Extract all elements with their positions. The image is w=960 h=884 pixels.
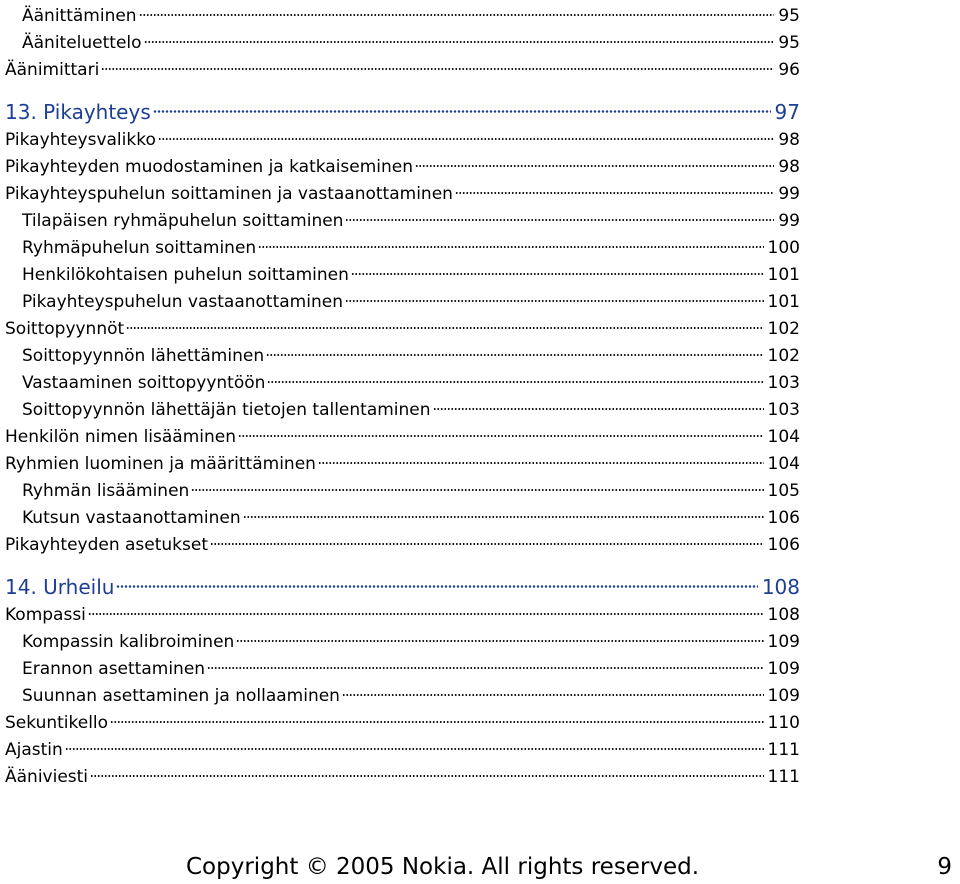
dot-leader	[116, 585, 757, 588]
toc-entry[interactable]	[5, 127, 800, 154]
toc-entry[interactable]	[5, 289, 800, 316]
toc-entry-page: 99	[778, 211, 800, 231]
chapter-title: 13. Pikayhteys	[5, 100, 151, 124]
toc-entry-label: Erannon asettaminen	[22, 659, 206, 679]
section-gap	[5, 559, 800, 572]
toc-entry-page: 111	[767, 740, 800, 760]
toc-entry[interactable]	[5, 629, 800, 656]
toc-entry-label: Soittopyynnön lähettäminen	[22, 346, 265, 366]
dot-leader	[210, 543, 764, 545]
toc-entry-page: 103	[767, 373, 800, 393]
toc-entry-page: 101	[767, 292, 800, 312]
chapter-heading-13[interactable]	[5, 97, 800, 127]
toc-entry-page: 109	[767, 659, 800, 679]
toc-entry[interactable]	[5, 710, 800, 737]
dot-leader	[207, 667, 763, 669]
dot-leader	[238, 435, 764, 437]
toc-entry[interactable]	[5, 370, 800, 397]
dot-leader	[110, 721, 763, 723]
chapter-page: 97	[774, 100, 800, 124]
toc-entry[interactable]	[5, 316, 800, 343]
toc-entry-page: 108	[767, 605, 800, 625]
toc-entry-page: 105	[767, 481, 800, 501]
toc-entry-page: 106	[767, 508, 800, 528]
chapter-page: 108	[761, 575, 800, 599]
toc-entry-label: Soittopyynnöt	[5, 319, 125, 339]
dot-leader	[258, 246, 763, 248]
chapter-title: 14. Urheilu	[5, 575, 115, 599]
toc-entry-label: Kompassin kalibroiminen	[22, 632, 235, 652]
toc-entry-page: 95	[778, 6, 800, 26]
toc-entry[interactable]	[5, 451, 800, 478]
dot-leader	[266, 354, 763, 356]
toc-entry-label: Äänimittari	[5, 60, 100, 80]
toc-entry-label: Pikayhteyspuhelun vastaanottaminen	[22, 292, 343, 312]
toc-entry[interactable]	[5, 30, 800, 57]
dot-leader	[236, 640, 763, 642]
toc-entry-label: Kompassi	[5, 605, 86, 625]
toc-entry-page: 109	[767, 686, 800, 706]
toc-entry-page: 111	[767, 767, 800, 787]
toc-entry-label: Kutsun vastaanottaminen	[22, 508, 241, 528]
toc-entry[interactable]	[5, 424, 800, 451]
dot-leader	[415, 165, 774, 167]
toc-entry[interactable]	[5, 343, 800, 370]
section-gap	[5, 84, 800, 97]
dot-leader	[90, 775, 764, 777]
dot-leader	[345, 219, 774, 221]
dot-leader	[342, 694, 764, 696]
toc-entry-page: 99	[778, 184, 800, 204]
dot-leader	[139, 14, 775, 16]
toc-entry-label: Ryhmän lisääminen	[22, 481, 190, 501]
dot-leader	[88, 613, 764, 615]
dot-leader	[455, 192, 774, 194]
dot-leader	[318, 462, 764, 464]
toc-entry-label: Ajastin	[5, 740, 63, 760]
dot-leader	[126, 327, 763, 329]
toc-entry[interactable]	[5, 505, 800, 532]
toc-entry-page: 101	[767, 265, 800, 285]
dot-leader	[345, 300, 764, 302]
toc-entry[interactable]	[5, 683, 800, 710]
toc-entry[interactable]	[5, 235, 800, 262]
toc-entry[interactable]	[5, 3, 800, 30]
dot-leader	[65, 748, 764, 750]
copyright-notice: Copyright © 2005 Nokia. All rights reserved.	[186, 854, 700, 880]
toc-entry-label: Tilapäisen ryhmäpuhelun soittaminen	[22, 211, 344, 231]
toc-entry[interactable]	[5, 478, 800, 505]
dot-leader	[433, 408, 764, 410]
dot-leader	[243, 516, 764, 518]
toc-entry-label: Vastaaminen soittopyyntöön	[22, 373, 266, 393]
dot-leader	[267, 381, 763, 383]
toc-entry-label: Pikayhteyden asetukset	[5, 535, 209, 555]
toc-entry-page: 102	[767, 346, 800, 366]
toc-entry-page: 95	[778, 33, 800, 53]
toc-entry-page: 110	[767, 713, 800, 733]
toc-entry[interactable]	[5, 602, 800, 629]
toc-entry-page: 103	[767, 400, 800, 420]
toc-entry-page: 98	[778, 157, 800, 177]
toc-entry-page: 106	[767, 535, 800, 555]
toc-entry-label: Ääniviesti	[5, 767, 89, 787]
toc-entry-label: Sekuntikello	[5, 713, 109, 733]
toc-entry-label: Pikayhteyden muodostaminen ja katkaiseminen	[5, 157, 414, 177]
toc-entry[interactable]	[5, 262, 800, 289]
dot-leader	[351, 273, 764, 275]
toc-entry-label: Ryhmien luominen ja määrittäminen	[5, 454, 316, 474]
page-number: 9	[937, 854, 952, 880]
toc-entry-page: 96	[778, 60, 800, 80]
toc-entry[interactable]	[5, 656, 800, 683]
toc-entry-page: 104	[767, 454, 800, 474]
toc-entry-label: Ääniteluettelo	[22, 33, 142, 53]
toc-entry-page: 102	[767, 319, 800, 339]
toc-entry-label: Soittopyynnön lähettäjän tietojen tallentaminen	[22, 400, 431, 420]
toc-entry-label: Pikayhteyspuhelun soittaminen ja vastaanottaminen	[5, 184, 453, 204]
toc-entry-label: Ryhmäpuhelun soittaminen	[22, 238, 257, 258]
toc-entry[interactable]	[5, 532, 800, 559]
dot-leader	[153, 110, 771, 113]
toc-entry-label: Äänittäminen	[22, 6, 137, 26]
dot-leader	[144, 41, 775, 43]
toc-entry[interactable]	[5, 181, 800, 208]
dot-leader	[101, 68, 774, 70]
toc-entry[interactable]	[5, 154, 800, 181]
table-of-contents	[5, 3, 800, 791]
toc-entry[interactable]	[5, 208, 800, 235]
dot-leader	[158, 138, 775, 140]
dot-leader	[191, 489, 763, 491]
toc-entry[interactable]	[5, 57, 800, 84]
toc-entry-label: Pikayhteysvalikko	[5, 130, 156, 150]
toc-entry-label: Henkilön nimen lisääminen	[5, 427, 237, 447]
toc-entry-page: 104	[767, 427, 800, 447]
toc-entry-label: Henkilökohtaisen puhelun soittaminen	[22, 265, 349, 285]
toc-entry[interactable]	[5, 737, 800, 764]
toc-entry-page: 98	[778, 130, 800, 150]
toc-entry-label: Suunnan asettaminen ja nollaaminen	[22, 686, 340, 706]
toc-entry-page: 100	[767, 238, 800, 258]
toc-entry-page: 109	[767, 632, 800, 652]
chapter-14-entries	[5, 602, 800, 791]
chapter-13-entries	[5, 127, 800, 559]
chapter-heading-14[interactable]	[5, 572, 800, 602]
toc-entry[interactable]	[5, 764, 800, 791]
toc-entry[interactable]	[5, 397, 800, 424]
